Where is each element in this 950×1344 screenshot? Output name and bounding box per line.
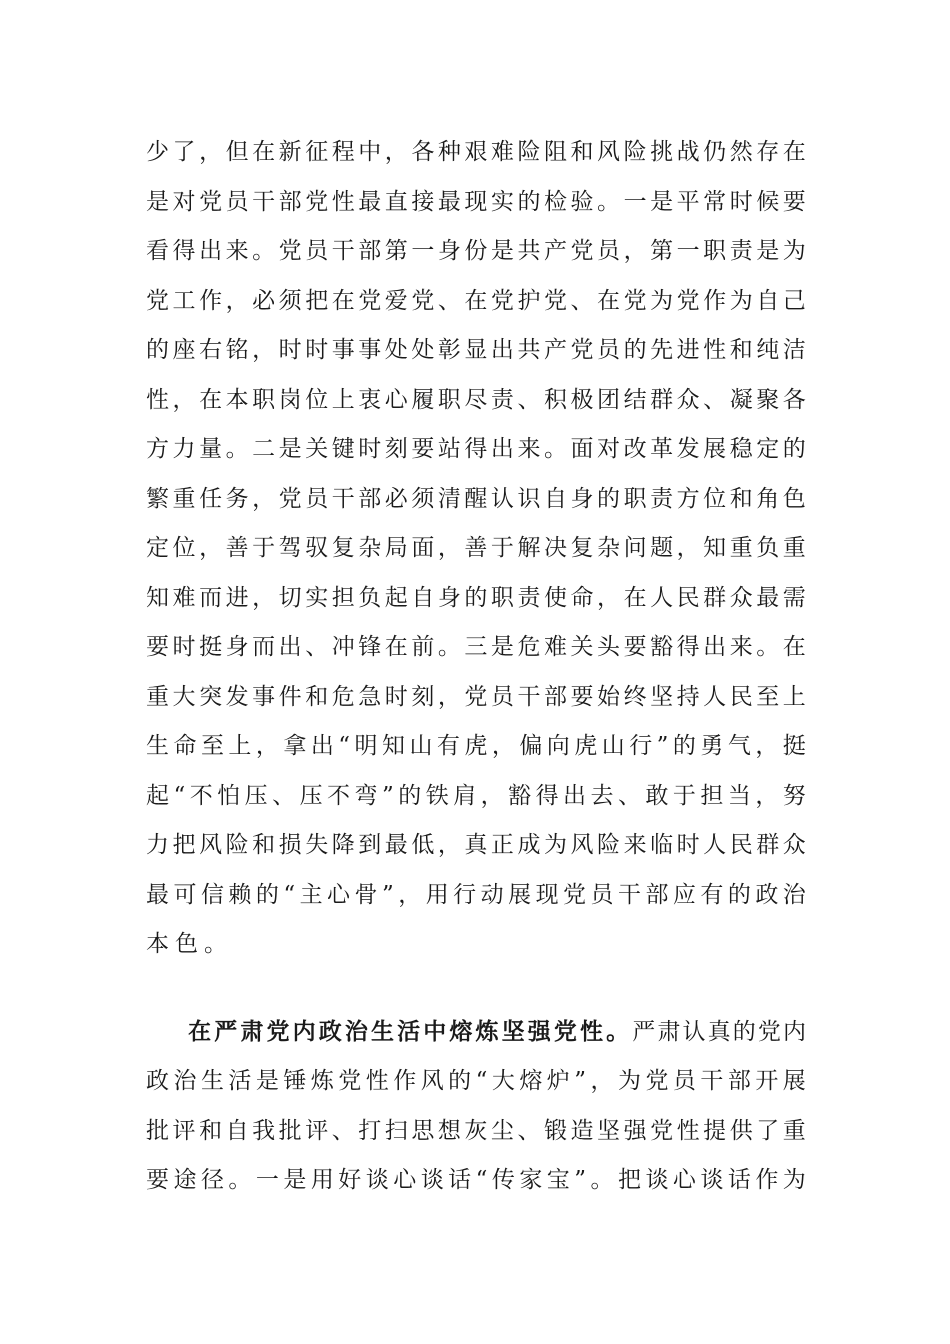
text-line: 看 得 出 来 。 党 员 干 部 第 一 身 份 是 共 产 党 员 ， 第 一 职 责 是 为 [146, 238, 806, 264]
text-line: 政 治 生 活 是 锤 炼 党 性 作 风 的 “ 大 熔 炉 ” ， 为 党 员 干 部 开 展 [146, 1068, 806, 1094]
text-line: 知 难 而 进 ， 切 实 担 负 起 自 身 的 职 责 使 命 ， 在 人 民 群 众 最 需 [146, 584, 806, 611]
paragraph-2-first-line: 在 严 肃 党 内 政 治 生 活 中 熔 炼 坚 强 党 性 。 严 肃 认 真 的 党 内 [146, 1008, 806, 1058]
text-line: 批 评 和 自 我 批 评 、 打 扫 思 想 灰 尘 、 锻 造 坚 强 党 性 提 供 了 重 [146, 1117, 806, 1144]
text-line: 要 时 挺 身 而 出 、 冲 锋 在 前 。 三 是 危 难 关 头 要 豁 得 出 来 。 在 [146, 634, 806, 660]
text-line: 繁 重 任 务 ， 党 员 干 部 必 须 清 醒 认 识 自 身 的 职 责 方 位 和 角 色 [146, 485, 806, 512]
text-line: 性 ， 在 本 职 岗 位 上 衷 心 履 职 尽 责 、 积 极 团 结 群 众 、 凝 聚 各 [146, 386, 806, 413]
text-line: 起 “ 不 怕 压 、 压 不 弯 ” 的 铁 肩 ， 豁 得 出 去 、 敢 于 担 当 ， 努 [146, 782, 806, 809]
text-line: 是 对 党 员 干 部 党 性 最 直 接 最 现 实 的 检 验 。 一 是 平 常 时 候 要 [146, 188, 806, 215]
text-line: 生 命 至 上 ， 拿 出 “ 明 知 山 有 虎 ， 偏 向 虎 山 行 ” 的 勇 气 ， 挺 [146, 733, 806, 759]
text-line: 定 位 ， 善 于 驾 驭 复 杂 局 面 ， 善 于 解 决 复 杂 问 题 ， 知 重 负 重 [146, 535, 806, 561]
text-line: 方 力 量 。 二 是 关 键 时 刻 要 站 得 出 来 。 面 对 改 革 发 展 稳 定 的 [146, 436, 806, 462]
paragraph-1 [146, 128, 806, 970]
text-line: 本色。 [146, 931, 233, 957]
text-line: 力 把 风 险 和 损 失 降 到 最 低 ， 真 正 成 为 风 险 来 临 时 人 民 群 众 [146, 832, 806, 858]
text-line: 少 了 ， 但 在 新 征 程 中 ， 各 种 艰 难 险 阻 和 风 险 挑 战 仍 然 存 在 [146, 139, 806, 165]
text-line: 党 工 作 ， 必 须 把 在 党 爱 党 、 在 党 护 党 、 在 党 为 党 作 为 自 己 [146, 287, 806, 314]
document-body [146, 128, 806, 1206]
text-line: 最 可 信 赖 的 “ 主 心 骨 ” ， 用 行 动 展 现 党 员 干 部 应 有 的 政 治 [146, 881, 806, 908]
text-line: 重 大 突 发 事 件 和 危 急 时 刻 ， 党 员 干 部 要 始 终 坚 持 人 民 至 上 [146, 683, 806, 710]
paragraph-gap [146, 970, 806, 1008]
text-line: 的 座 右 铭 ， 时 时 事 事 处 处 彰 显 出 共 产 党 员 的 先 进 性 和 纯 洁 [146, 337, 806, 363]
indent-space [146, 1008, 186, 1058]
paragraph-2 [146, 1008, 806, 1206]
text-line: 要 途 径 。 一 是 用 好 谈 心 谈 话 “ 传 家 宝 ” 。 把 谈 心 谈 话 作 为 [146, 1167, 806, 1193]
